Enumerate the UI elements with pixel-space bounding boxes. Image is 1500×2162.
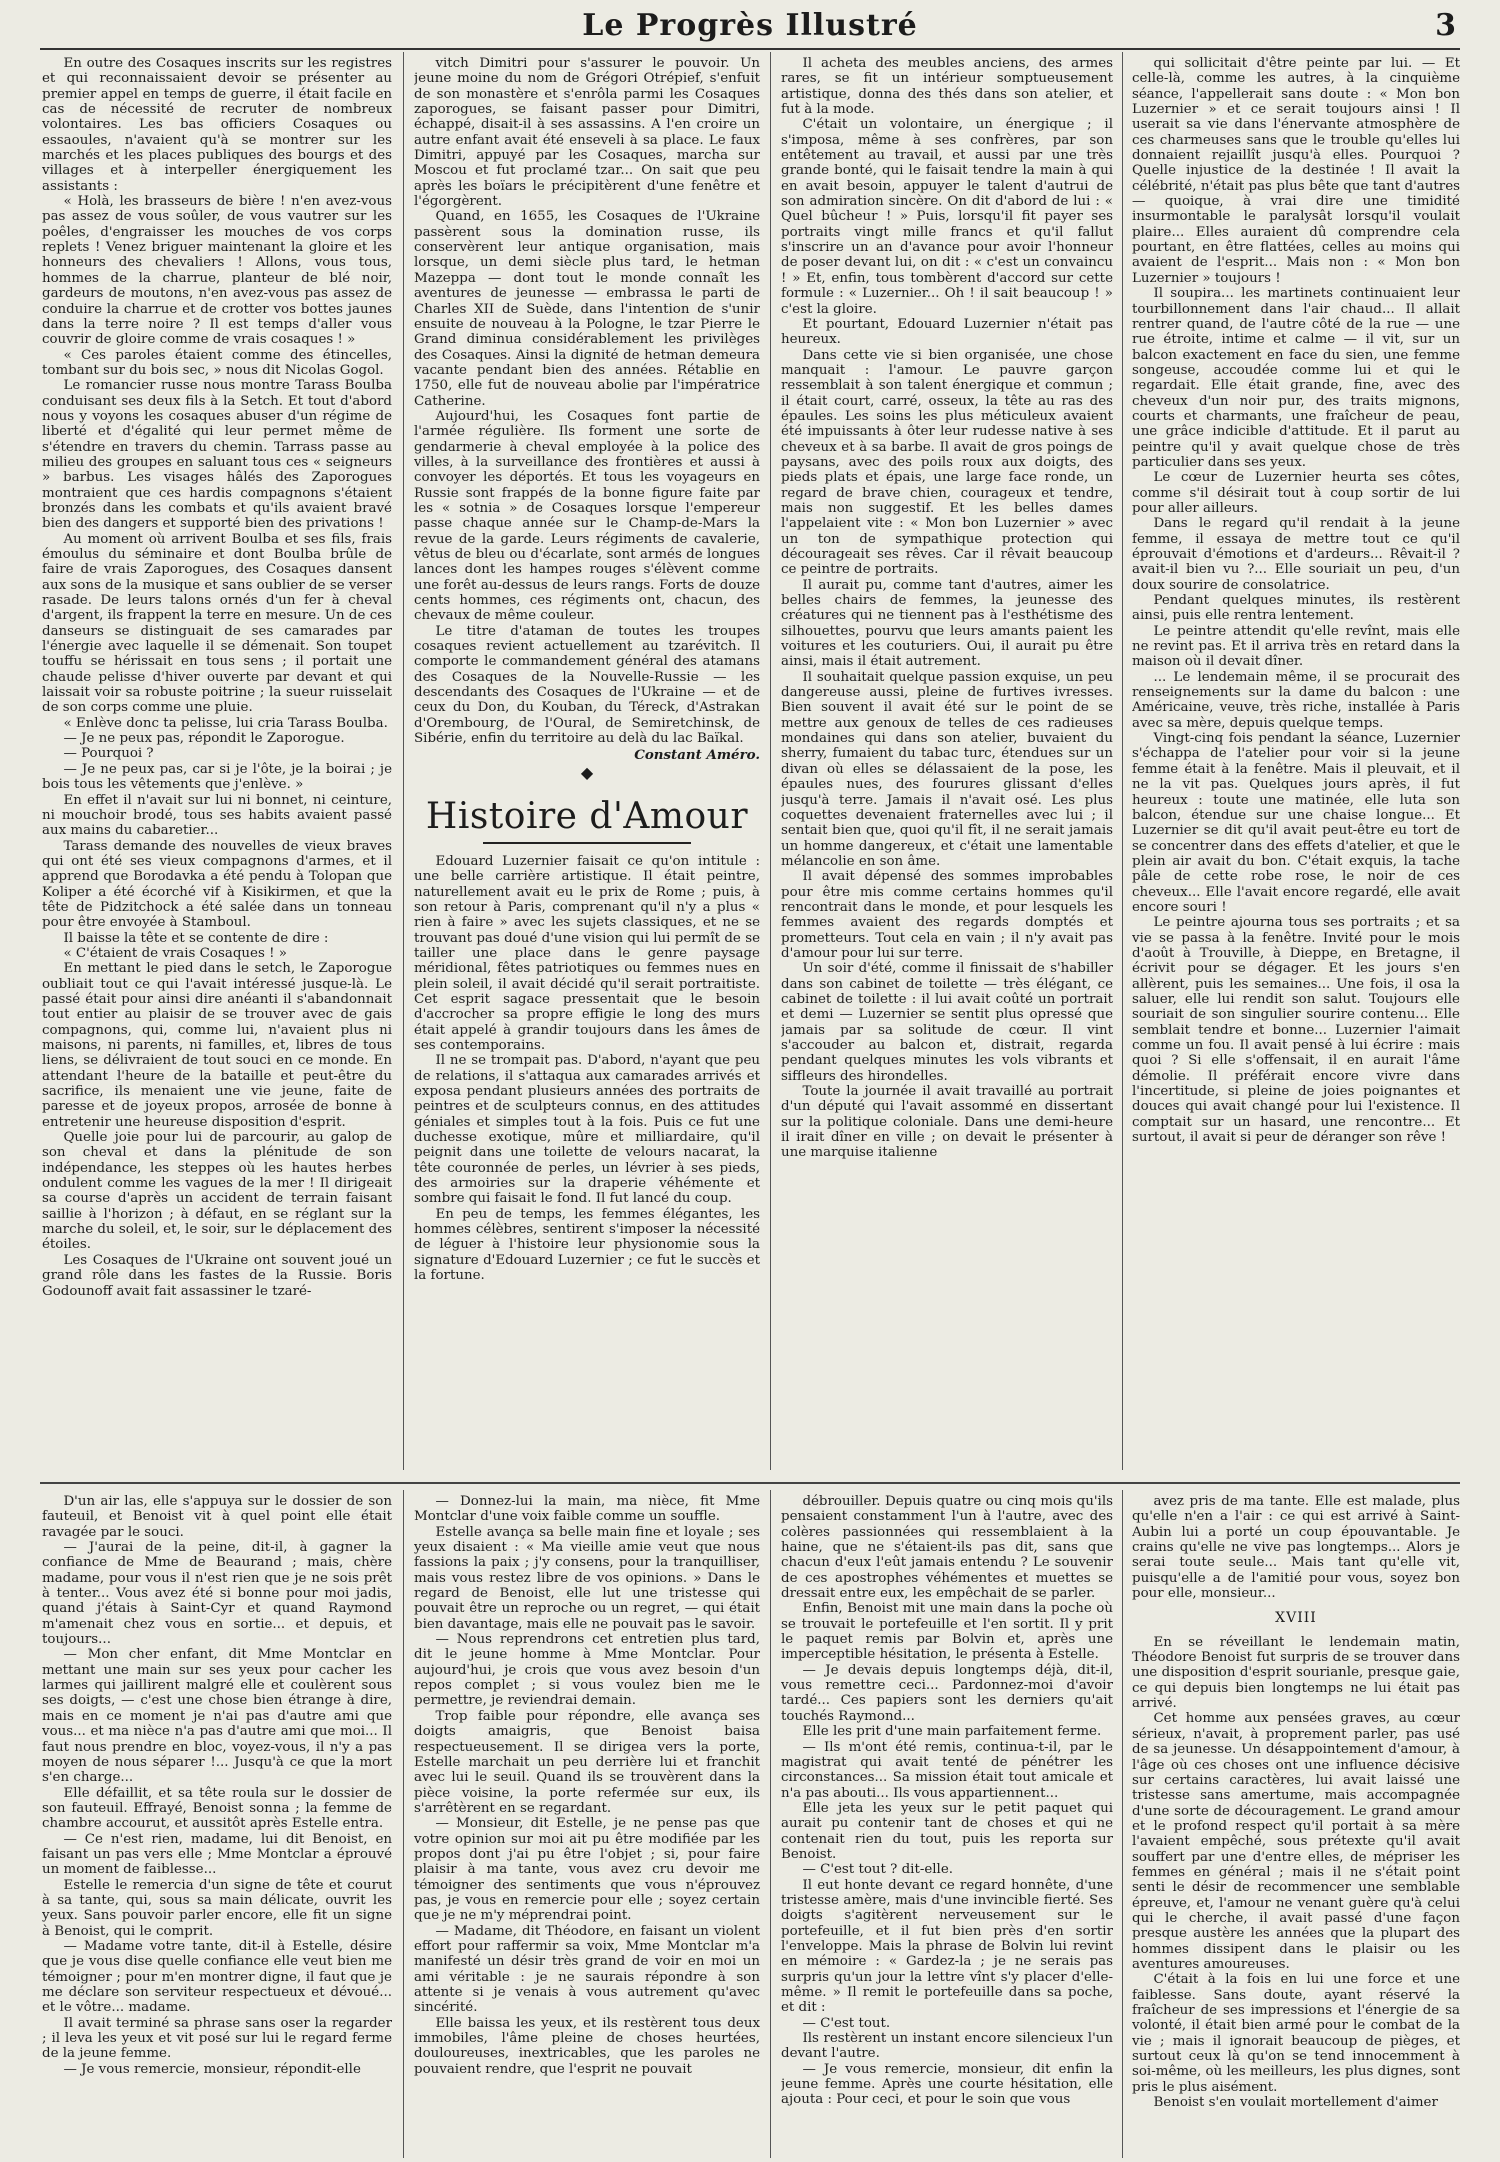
paragraph: En outre des Cosaques inscrits sur les registres et qui reconnaissaient devoir se présenter au premier appel en temps de guerre, il était facile en cas de nécessité de recruter de nombreux volontaires. Les bas officiers Cosaques ou essaoules, n'avaient qu'à se montrer sur les marchés et les places publiques des bourgs et des villages et à interpeller énergiquement les assistants : (42, 56, 392, 194)
paragraph: Il baisse la tête et se contente de dire : (63, 930, 329, 946)
paragraph: Elle défaillit, et sa tête roula sur le dossier de son fauteuil. Effrayé, Benoist sonna ; la femme de chambre accourut, et aussitôt après Estelle entra. (42, 1785, 392, 1832)
page-number: 3 (1435, 8, 1456, 43)
paragraph: — C'est tout ? dit-elle. (802, 1862, 954, 1878)
paragraph: Au moment où arrivent Boulba et ses fils, frais émoulus du séminaire et dont Boulba brûle de faire de vrais Zaporogues, des Cosaques dansent aux sons de la musique et sans oublier de se verser rasade. De leurs talons ornés d'un fer à cheval d'argent, ils frappent la terre en mesure. Un de ces danseurs se distinguait de ses camarades par l'énergie avec laquelle il se démenait. Son toupet touffu se hérissait en tous sens ; il portait une chaude pelisse d'hiver ouverte par devant et qui laissait voir sa robuste poitrine ; la sueur ruisselait de son corps comme une pluie. (42, 531, 392, 716)
paragraph: Quand, en 1655, les Cosaques de l'Ukraine passèrent sous la domination russe, ils conservèrent leur antique organisation, mais lorsque, un demi siècle plus tard, le hetman Mazeppa — dont tout le monde connaît les aventures de jeunesse — embrassa le parti de Charles XII de Suède, dans l'intention de s'unir ensuite de nouveau à la Pologne, le tzar Pierre le Grand diminua considérablement les privilèges des Cosaques. Ainsi la dignité de hetman demeura vacante pendant bien des années. Rétablie en 1750, elle fut de nouveau abolie par l'impératrice Catherine. (414, 209, 760, 409)
paragraph: débrouiller. Depuis quatre ou cinq mois qu'ils pensaient constamment l'un à l'autre, avec des colères passionnées qui ressemblaient à la haine, que ne s'étaient-ils pas dit, sans que chacun d'eux l'eût jamais entendu ? Le souvenir de ces apostrophes véhémentes et muettes se dressait entre eux, les empêchait de se parler. (781, 1494, 1113, 1602)
paragraph: Elle les prit d'une main parfaitement ferme. (802, 1724, 1102, 1740)
paragraph: Enfin, Benoist mit une main dans la poche où se trouvait le portefeuille et l'en sortit. Il y prit le paquet remis par Bolvin et, après une imperceptible hésitation, le présenta à Estelle. (781, 1601, 1113, 1663)
paragraph: Elle jeta les yeux sur le petit paquet qui aurait pu contenir tant de choses et qui ne contenait rien du tout, puis les reporta sur Benoist. (781, 1800, 1113, 1862)
title-underline (483, 842, 691, 844)
paragraph: Il aurait pu, comme tant d'autres, aimer les belles chairs de femmes, la jeunesse des créatures qui ne tiennent pas à l'esthétisme des silhouettes, pourvu que leurs amants paient les voitures et les couturiers. Oui, il aurait pu être ainsi, mais il était autrement. (781, 577, 1113, 670)
paragraph: — Je devais depuis longtemps déjà, dit-il, vous remettre ceci... Pardonnez-moi d'avoir tardé... Ces papiers sont les derniers qu'ait touchés Raymond... (781, 1662, 1113, 1724)
chapter-heading: XVIII (1275, 1610, 1317, 1627)
paragraph: — Je ne peux pas, car si je l'ôte, je la boirai ; je bois tous les vêtements que j'enlève. » (42, 761, 392, 793)
paragraph: En se réveillant le lendemain matin, Théodore Benoist fut surpris de se trouver dans une disposition d'esprit sourianle, presque gaie, ce qui depuis bien longtemps ne lui était pas arrivé. (1132, 1634, 1460, 1712)
paragraph: Elle baissa les yeux, et ils restèrent tous deux immobiles, l'âme pleine de choses heurtées, douloureuses, inextricables, que les paroles ne pouvaient rendre, que l'esprit ne pouvait (414, 2015, 760, 2077)
paragraph: — J'aurai de la peine, dit-il, à gagner la confiance de Mme de Beaurand ; mais, chère madame, pour vous il n'est rien que je ne sois prêt à tenter... Vous avez été si bonne pour moi jadis, quand j'étais à Saint-Cyr et quand Raymond m'amenait chez vous en sortie... et depuis, et toujours... (42, 1540, 392, 1648)
paragraph: — Nous reprendrons cet entretien plus tard, dit le jeune homme à Mme Montclar. Pour aujourd'hui, je crois que vous avez besoin d'un repos complet ; si vous voulez bien me le permettre, je reviendrai demain. (414, 1632, 760, 1709)
paragraph: Il ne se trompait pas. D'abord, n'ayant que peu de relations, il s'attaqua aux camarades arrivés et exposa pendant plusieurs années des portraits de peintres et de sculpteurs connus, en des attitudes géniales et simples tout à la fois. Puis ce fut une duchesse exotique, mûre et milliardaire, qu'il peignit dans une toilette de velours nacarat, la tête couronnée de perles, un lévrier à ses pieds, des armoiries sur la draperie véhémente et sombre qui faisait le fond. Il fut lancé du coup. (414, 1053, 760, 1207)
article-signature: Constant Améro. (634, 747, 760, 764)
column-rule (403, 52, 404, 1470)
column-rule (403, 1490, 404, 2158)
paragraph: Tarass demande des nouvelles de vieux braves qui ont été ses vieux compagnons d'armes, et il apprend que Borodavka a été pendu à Tolopan que Koliper a été écorché vif à Kisikirmen, et que la tête de Pidzitchock a été salée dans un tonneau pour être envoyée à Stamboul. (42, 838, 392, 931)
paragraph: — Pourquoi ? (63, 746, 154, 762)
paragraph: En mettant le pied dans le setch, le Zaporogue oubliait tout ce qui l'avait intéressé jusque-là. Le passé était pour ainsi dire anéanti il s'abandonnait tout entier au plaisir de se trouver avec de gais compagnons, qui, comme lui, n'avaient plus ni maisons, ni parents, ni familles, et, libres de tous liens, se délivraient de tout souci en ce monde. En attendant l'heure de la bataille et peut-être du sacrifice, ils menaient une vie jeune, faite de paresse et de joyeux propos, arrosée de bonne à entretenir une heureuse disposition d'esprit. (42, 961, 392, 1130)
story-column-3 (781, 56, 1113, 1468)
paragraph: Il avait terminé sa phrase sans oser la regarder ; il leva les yeux et vit posé sur lui le regard ferme de la jeune femme. (42, 2015, 392, 2062)
feuilleton-column-4-text (1132, 1494, 1460, 1601)
paragraph: Vingt-cinq fois pendant la séance, Luzernier s'échappa de l'atelier pour voir si la jeune femme était à la fenêtre. Mais il pleuvait, et il ne la vit pas. Quelques jours après, il fut heureux : toute une matinée, elle luta son balcon, étendue sur une chaise longue... Et Luzernier se dit qu'il avait peut-être eu tort de se concentrer dans des effets d'atelier, et que le plein air avait du bon. C'était exquis, la tache pâle de cette robe rose, le noir de ces cheveux... Elle l'avait encore regardé, elle avait encore souri ! (1132, 731, 1460, 915)
paragraph: Quelle joie pour lui de parcourir, au galop de son cheval et dans la plénitude de son indépendance, les steppes où les hautes herbes ondulent comme les vagues de la mer ! Il dirigeait sa course d'après un accident de terrain faisant saillie à l'horizon ; à défaut, en se réglant sur la marche du soleil, et, le soir, sur le déplacement des étoiles. (42, 1130, 392, 1253)
paragraph: C'était à la fois en lui une force et une faiblesse. Sans doute, ayant réservé la fraîcheur de ses impressions et l'énergie de sa volonté, il était bien armé pour le combat de la vie ; mais il ignorait beaucoup de pièges, et surtout ceux là qu'on se tend innocemment à soi-même, où les meilleurs, les plus dignes, sont pris le plus aisément. (1132, 1972, 1460, 2095)
paragraph: Aujourd'hui, les Cosaques font partie de l'armée régulière. Ils forment une sorte de gendarmerie à cheval employée à la police des villes, à la surveillance des frontières et aussi à convoyer les déportés. Et tous les voyageurs en Russie sont frappés de la bonne figure faite par les « sotnia » de Cosaques lorsque l'empereur passe chaque année sur le Champ-de-Mars la revue de la garde. Leurs régiments de cavalerie, vêtus de bleu ou d'écarlate, sont armés de longues lances dont les hampes rouges s'élèvent comme une forêt au-dessus de leurs rangs. Forts de douze cents hommes, ces régiments ont, chacun, des chevaux de même couleur. (414, 408, 760, 624)
paragraph: Les Cosaques de l'Ukraine ont souvent joué un grand rôle dans les fastes de la Russie. Boris Godounoff avait fait assassiner le tzaré- (42, 1252, 392, 1299)
paragraph: — C'est tout. (802, 2015, 891, 2031)
paragraph: « C'étaient de vrais Cosaques ! » (63, 945, 287, 961)
feuilleton-column-2 (414, 1494, 760, 2158)
paragraph: Dans le regard qu'il rendait à la jeune femme, il essaya de mettre tout ce qu'il éprouvait d'émotions et d'ardeurs... Rêvait-il ? avait-il bien vu ?... Elle souriait un peu, d'un doux sourire de consolatrice. (1132, 516, 1460, 593)
paragraph: — Madame votre tante, dit-il à Estelle, désire que je vous dise quelle confiance elle veut bien me témoigner ; pour m'en montrer digne, il faut que je me déclare son serviteur respectueux et dévoué... et le vôtre... madame. (42, 1938, 392, 2016)
paragraph: — Je ne peux pas, répondit le Zaporogue. (63, 731, 345, 747)
paragraph: — Donnez-lui la main, ma nièce, fit Mme Montclar d'une voix faible comme un souffle. (414, 1494, 760, 1525)
paragraph: — Je vous remercie, monsieur, dit enfin la jeune femme. Après une courte hésitation, elle ajouta : Pour ceci, et pour le soin que vous (781, 2061, 1113, 2108)
paragraph: vitch Dimitri pour s'assurer le pouvoir. Un jeune moine du nom de Grégori Otrépief, s'enfuit de son monastère et s'enrôla parmi les Cosaques zaporogues, se faisant passer pour Dimitri, échappé, disait-il à ses assassins. A l'en croire un autre enfant avait été enseveli à sa place. Le faux Dimitri, appuyé par les Cosaques, marcha sur Moscou et fut proclamé tzar... On sait que peu après les boïars le précipitèrent d'une fenêtre et l'égorgèrent. (414, 56, 760, 210)
column-rule (770, 52, 771, 1470)
paragraph: C'était un volontaire, un énergique ; il s'imposa, même à ses confrères, par son entêtement au travail, et aussi par une très grande bonté, qui le faisait tendre la main à qui en avait besoin, appuyer le talent d'autrui de son admiration sincère. On dit d'abord de lui : « Quel bûcheur ! » Puis, lorsqu'il fit payer ses portraits vingt mille francs et qu'il fallut s'inscrire un an d'avance pour avoir l'honneur de poser devant lui, on dit : « c'est un convaincu ! » Et, enfin, tous tombèrent d'accord sur cette formule : « Luzernier... Oh ! il sait beaucoup ! » c'est la gloire. (781, 117, 1113, 317)
feuilleton-column-1 (42, 1494, 392, 2158)
ornament-divider: ◆ (580, 762, 594, 782)
feuilleton-column-4 (1132, 1494, 1460, 2158)
paragraph: Il souhaitait quelque passion exquise, un peu dangereuse aussi, pleine de furtives ivresses. Bien souvent il avait été sur le point de se mettre aux genoux de telles de ces radieuses mondaines qui dans son atelier, buvaient du sherry, fumaient du tabac turc, étendues sur un divan où elles se délassaient de la pose, les épaules nues, des fourures glissant d'elles jusqu'à terre. Jamais il n'avait osé. Les plus coquettes devenaient fraternelles avec lui ; il sentait bien que, quoi qu'il fît, il ne serait jamais un homme dangereux, et c'était une lamentable mélancolie en son âme. (781, 669, 1113, 869)
paragraph: En peu de temps, les femmes élégantes, les hommes célèbres, sentirent s'imposer la nécessité de léguer à l'histoire leur physionomie sous la signature d'Edouard Luzernier ; ce fut le succès et la fortune. (414, 1206, 760, 1284)
paragraph: Ils restèrent un instant encore silencieux l'un devant l'autre. (781, 2031, 1113, 2062)
paragraph: Estelle avança sa belle main fine et loyale ; ses yeux disaient : « Ma vieille amie veut que nous fassions la paix ; j'y consens, pour la tranquilliser, mais vous restez libre de vos opinions. » Dans le regard de Benoist, elle lut une tristesse qui pouvait être un reproche ou un regret, — qui était bien davantage, mais elle ne pouvait pas le savoir. (414, 1524, 760, 1632)
paragraph: Estelle le remercia d'un signe de tête et courut à sa tante, qui, sous sa main délicate, ouvrit les yeux. Sans pouvoir parler encore, elle fit un signe à Benoist, qui le comprit. (42, 1877, 392, 1939)
paragraph: Le cœur de Luzernier heurta ses côtes, comme s'il désirait tout à coup sortir de lui pour aller ailleurs. (1132, 470, 1460, 516)
story-column-4 (1132, 56, 1460, 1468)
paragraph: — Mon cher enfant, dit Mme Montclar en mettant une main sur ses yeux pour cacher les larmes qui jaillirent malgré elle et coulèrent sous ses doigts, — c'est une chose bien étrange à dire, mais en ce moment je n'ai pas d'autre ami que vous... et ma nièce n'a pas d'autre ami que moi... Il faut nous prendre en bloc, voyez-vous, il n'y a pas moyen de nous séparer !... Jusqu'à ce que la mort s'en charge... (42, 1647, 392, 1786)
paragraph: avez pris de ma tante. Elle est malade, plus qu'elle n'en a l'air : ce qui est arrivé à Saint-Aubin lui a porté un coup épouvantable. Je crains qu'elle ne vive pas longtemps... Alors je serai toute seule... Mais tant qu'elle vit, puisqu'elle a de l'amitié pour vous, soyez bon pour elle, monsieur... (1132, 1494, 1460, 1602)
paragraph: Trop faible pour répondre, elle avança ses doigts amaigris, que Benoist baisa respectueusement. Il se dirigea vers la porte, Estelle marchait un peu derrière lui et franchit avec lui le seuil. Quand ils se trouvèrent dans la pièce voisine, la porte refermée sur eux, ils s'arrêtèrent en se regardant. (414, 1708, 760, 1816)
paragraph: « Holà, les brasseurs de bière ! n'en avez-vous pas assez de vous soûler, de vous vautrer sur les poêles, d'engraisser les mouches de vos corps replets ! Venez briguer maintenant la gloire et les honneurs des chevaliers ! Allons, vous tous, hommes de la charrue, planteur de blé noir, gardeurs de moutons, n'en avez-vous pas assez de conduire la charrue et de crotter vos bottes jaunes dans la terre noire ? Il est temps d'aller vous couvrir de gloire comme de vrais cosaques ! » (42, 194, 392, 348)
paragraph: Un soir d'été, comme il finissait de s'habiller dans son cabinet de toilette — très élégant, ce cabinet de toilette : il lui avait coûté un portrait et demi — Luzernier se sentit plus opressé que jamais par sa solitude de cœur. Il vint s'accouder au balcon et, distrait, regarda pendant quelques minutes les vols vibrants et siffleurs des hirondelles. (781, 961, 1113, 1084)
column-rule (1122, 1490, 1123, 2158)
article-column-2 (414, 56, 760, 1468)
paragraph: — Monsieur, dit Estelle, je ne pense pas que votre opinion sur moi ait pu être modifiée par les propos dont j'ai pu être l'objet ; si, pour faire plaisir à ma tante, vous avez cru devoir me témoigner des sentiments que vous n'éprouvez pas, je vous en remercie pour elle ; soyez certain que je ne m'y méprendrai point. (414, 1816, 760, 1924)
paragraph: Il acheta des meubles anciens, des armes rares, se fit un intérieur somptueusement artistique, donna des thés dans son atelier, et fut à la mode. (781, 56, 1113, 118)
paragraph: — Ils m'ont été remis, continua-t-il, par le magistrat qui avait tenté de pénétrer les circonstances... Sa mission était tout amicale et n'a pas abouti... Ils vous appartiennent... (781, 1739, 1113, 1801)
paragraph: — Madame, dit Théodore, en faisant un violent effort pour raffermir sa voix, Mme Montclar m'a manifesté un désir très grand de voir en moi un ami véritable : je ne saurais répondre à son attente si je venais à vous autrement qu'avec sincérité. (414, 1923, 760, 2016)
paragraph: Le romancier russe nous montre Tarass Boulba conduisant ses deux fils à la Setch. Et tout d'abord nous y voyons les cosaques abuser d'un régime de liberté et d'égalité qui leur permet même de s'étendre en travers du chemin. Tarrass passe au milieu des groupes en saluant tous ces « seigneurs » barbus. Les visages hâlés des Zaporogues montraient que ces hardis compagnons s'étaient bronzés dans les combats et qu'ils avaient bravé bien des dangers et supporté bien des privations ! (42, 378, 392, 532)
column-rule (770, 1490, 771, 2158)
story-title: Histoire d'Amour (425, 795, 749, 837)
column-rule (1122, 52, 1123, 1470)
paragraph: ... Le lendemain même, il se procurait des renseignements sur la dame du balcon : une Américaine, veuve, très riche, installée à Paris avec sa mère, depuis quelque temps. (1132, 669, 1460, 731)
paragraph: Toute la journée il avait travaillé au portrait d'un député qui l'avait assommé en dissertant sur la politique coloniale. Dans une demi-heure il irait dîner en ville ; on devait le présenter à une marquise italienne (781, 1084, 1113, 1161)
feuilleton-column-4-chapter-text (1132, 1635, 1460, 2111)
paragraph: Le titre d'ataman de toutes les troupes cosaques revient actuellement au tzarévitch. Il comporte le commandement général des atamans des Cosaques de la Nouvelle-Russie — les descendants des Cosaques de l'Ukraine — et de ceux du Don, du Kouban, du Téreck, d'Astrakan d'Orembourg, de l'Oural, de Semiretchinsk, de Sibérie, enfin du territoire au delà du lac Baïkal. (414, 623, 760, 747)
paragraph: Dans cette vie si bien organisée, une chose manquait : l'amour. Le pauvre garçon ressemblait à son talent énergique et commun ; il était court, carré, osseux, la tête au ras des épaules. Les soins les plus méticuleux avaient été impuissants à ôter leur rudesse native à ses cheveux et à sa barbe. Il avait de gros poings de paysans, avec des poils roux aux doigts, des pieds plats et épais, une large face ronde, un regard de brave chien, courageux et tendre, mais non suggestif. Et les belles dames l'appelaient vite : « Mon bon Luzernier » avec un ton de sympathique protection qui décourageait ses rêves. Car il rêvait beaucoup ce peintre de portraits. (781, 347, 1113, 578)
paragraph: D'un air las, elle s'appuya sur le dossier de son fauteuil, et Benoist vit à quel point elle était ravagée par le souci. (42, 1494, 392, 1540)
paragraph: Le peintre attendit qu'elle revînt, mais elle ne revint pas. Et il arriva très en retard dans la maison où il devait dîner. (1132, 623, 1460, 670)
section-divider (40, 1482, 1460, 1484)
paragraph: En effet il n'avait sur lui ni bonnet, ni ceinture, ni mouchoir brodé, tous ses habits avaient passé aux mains du cabaretier... (42, 792, 392, 839)
paragraph: Le peintre ajourna tous ses portraits ; et sa vie se passa à la fenêtre. Invité pour le mois d'août à Trouville, à Dieppe, en Bretagne, il écrivit pour se dégager. Et les jours s'en allèrent, puis les semaines... Une fois, il osa la saluer, elle lui rendit son salut. Toujours elle souriait de son singulier sourire contenu... Elle semblait tendre et bonne... Luzernier l'aimait comme un fou. Il avait pensé à lui écrire : mais quoi ? Si elle s'offensait, il en aurait l'âme démolie. Il préférait encore vivre dans l'incertitude, si pleine de joies poignantes et douces qui avait changé pour lui l'existence. Il comptait sur un hasard, une rencontre... Et surtout, il avait si peur de déranger son rêve ! (1132, 915, 1460, 1146)
article-column-1 (42, 56, 392, 1468)
paragraph: Cet homme aux pensées graves, au cœur sérieux, n'avait, à proprement parler, pas usé de sa jeunesse. Un désappointement d'amour, à l'âge où ces choses ont une influence décisive sur certains caractères, lui avait laissé une tristesse sans amertume, mais accompagnée d'une sorte de découragement. Le grand amour et le profond respect qu'il portait à sa mère l'avaient empêché, sous prétexte qu'il avait souffert par une d'entre elles, de mépriser les femmes en général ; mais il ne s'était point senti le désir de recommencer une semblable épreuve, et, l'amour ne venant guère qu'à celui qui le cherche, il avait passé d'une façon presque austère les années que la plupart des hommes dissipent dans le plaisir ou les aventures amoureuses. (1132, 1711, 1460, 1972)
paragraph: Il eut honte devant ce regard honnête, d'une tristesse amère, mais d'une invincible fierté. Ses doigts s'agitèrent nerveusement sur le portefeuille, et il fut bien près d'en sortir l'enveloppe. Mais la phrase de Bolvin lui revint en mémoire : « Gardez-la ; je ne serais pas surpris qu'un jour la lettre vînt s'y placer d'elle-même. » Il remit le portefeuille dans sa poche, et dit : (781, 1877, 1113, 2016)
paragraph: Il avait dépensé des sommes improbables pour être mis comme certains hommes qu'il rencontrait dans le monde, et pour lesquels les femmes avaient des regards domptés et prometteurs. Tout cela en vain ; il n'y avait pas d'amour pour lui sur terre. (781, 869, 1113, 961)
paragraph: Edouard Luzernier faisait ce qu'on intitule : une belle carrière artistique. Il était peintre, naturellement avait eu le prix de Rome ; puis, à son retour à Paris, comprenant qu'il n'y a plus « rien à faire » avec les sujets classiques, et ne se trouvant pas doué d'une vision qui lui permît de se tailler une place dans le genre paysage méridional, fêtes patriotiques ou femmes nues en plein soleil, il avait décidé qu'il serait portraitiste. Cet esprit sagace pressentait que le besoin d'accrocher sa propre effigie le long des murs était appelé à grandir toujours dans les âmes de ses contemporains. (414, 853, 760, 1053)
paragraph: qui sollicitait d'être peinte par lui. — Et celle-là, comme les autres, à la cinquième séance, l'appellerait sans doute : « Mon bon Luzernier » et ce serait toujours ainsi ! Il userait sa vie dans l'énervante atmosphère de ces charmeuses sans que le trouble qu'elles lui donnaient rejaillît jusqu'à elles. Pourquoi ? Quelle injustice de la destinée ! Il avait la célébrité, n'était pas plus bête que tant d'autres — quoique, à vrai dire une timidité insurmontable le paralysât lorsqu'il voulait plaire... Elles auraient dû comprendre cela pourtant, en être flattées, celles au moins qui avaient de l'esprit... Mais non : « Mon bon Luzernier » toujours ! (1132, 56, 1460, 286)
paragraph: — Je vous remercie, monsieur, répondit-elle (63, 2061, 361, 2077)
masthead (40, 6, 1460, 50)
paragraph: « Enlève donc ta pelisse, lui cria Tarass Boulba. (63, 715, 388, 731)
article-column-2-text (414, 56, 760, 746)
feuilleton-column-3 (781, 1494, 1113, 2158)
newspaper-title: Le Progrès Illustré (582, 8, 918, 43)
paragraph: Il soupira... les martinets continuaient leur tourbillonnement dans l'air chaud... Il allait rentrer quand, de l'autre côté de la rue — une rue étroite, intime et calme — il vit, sur un balcon exactement en face du sien, une femme songeuse, accoudée comme lui et qui le regardait. Elle était grande, fine, avec des cheveux d'un noir pur, des traits mignons, courts et charmants, une fraîcheur de peau, une grâce indicible d'attitude. Et il parut au peintre qu'il y avait quelque chose de très particulier dans ses yeux. (1132, 286, 1460, 470)
paragraph: « Ces paroles étaient comme des étincelles, tombant sur du bois sec, » nous dit Nicolas Gogol. (42, 347, 392, 378)
paragraph: Et pourtant, Edouard Luzernier n'était pas heureux. (781, 316, 1113, 348)
paragraph: — Ce n'est rien, madame, lui dit Benoist, en faisant un pas vers elle ; Mme Montclar a éprouvé un moment de faiblesse... (42, 1831, 392, 1878)
paragraph: Benoist s'en voulait mortellement d'aimer (1153, 2095, 1438, 2111)
paragraph: Pendant quelques minutes, ils restèrent ainsi, puis elle rentra lentement. (1132, 593, 1460, 624)
story-column-2-text (414, 854, 760, 1284)
